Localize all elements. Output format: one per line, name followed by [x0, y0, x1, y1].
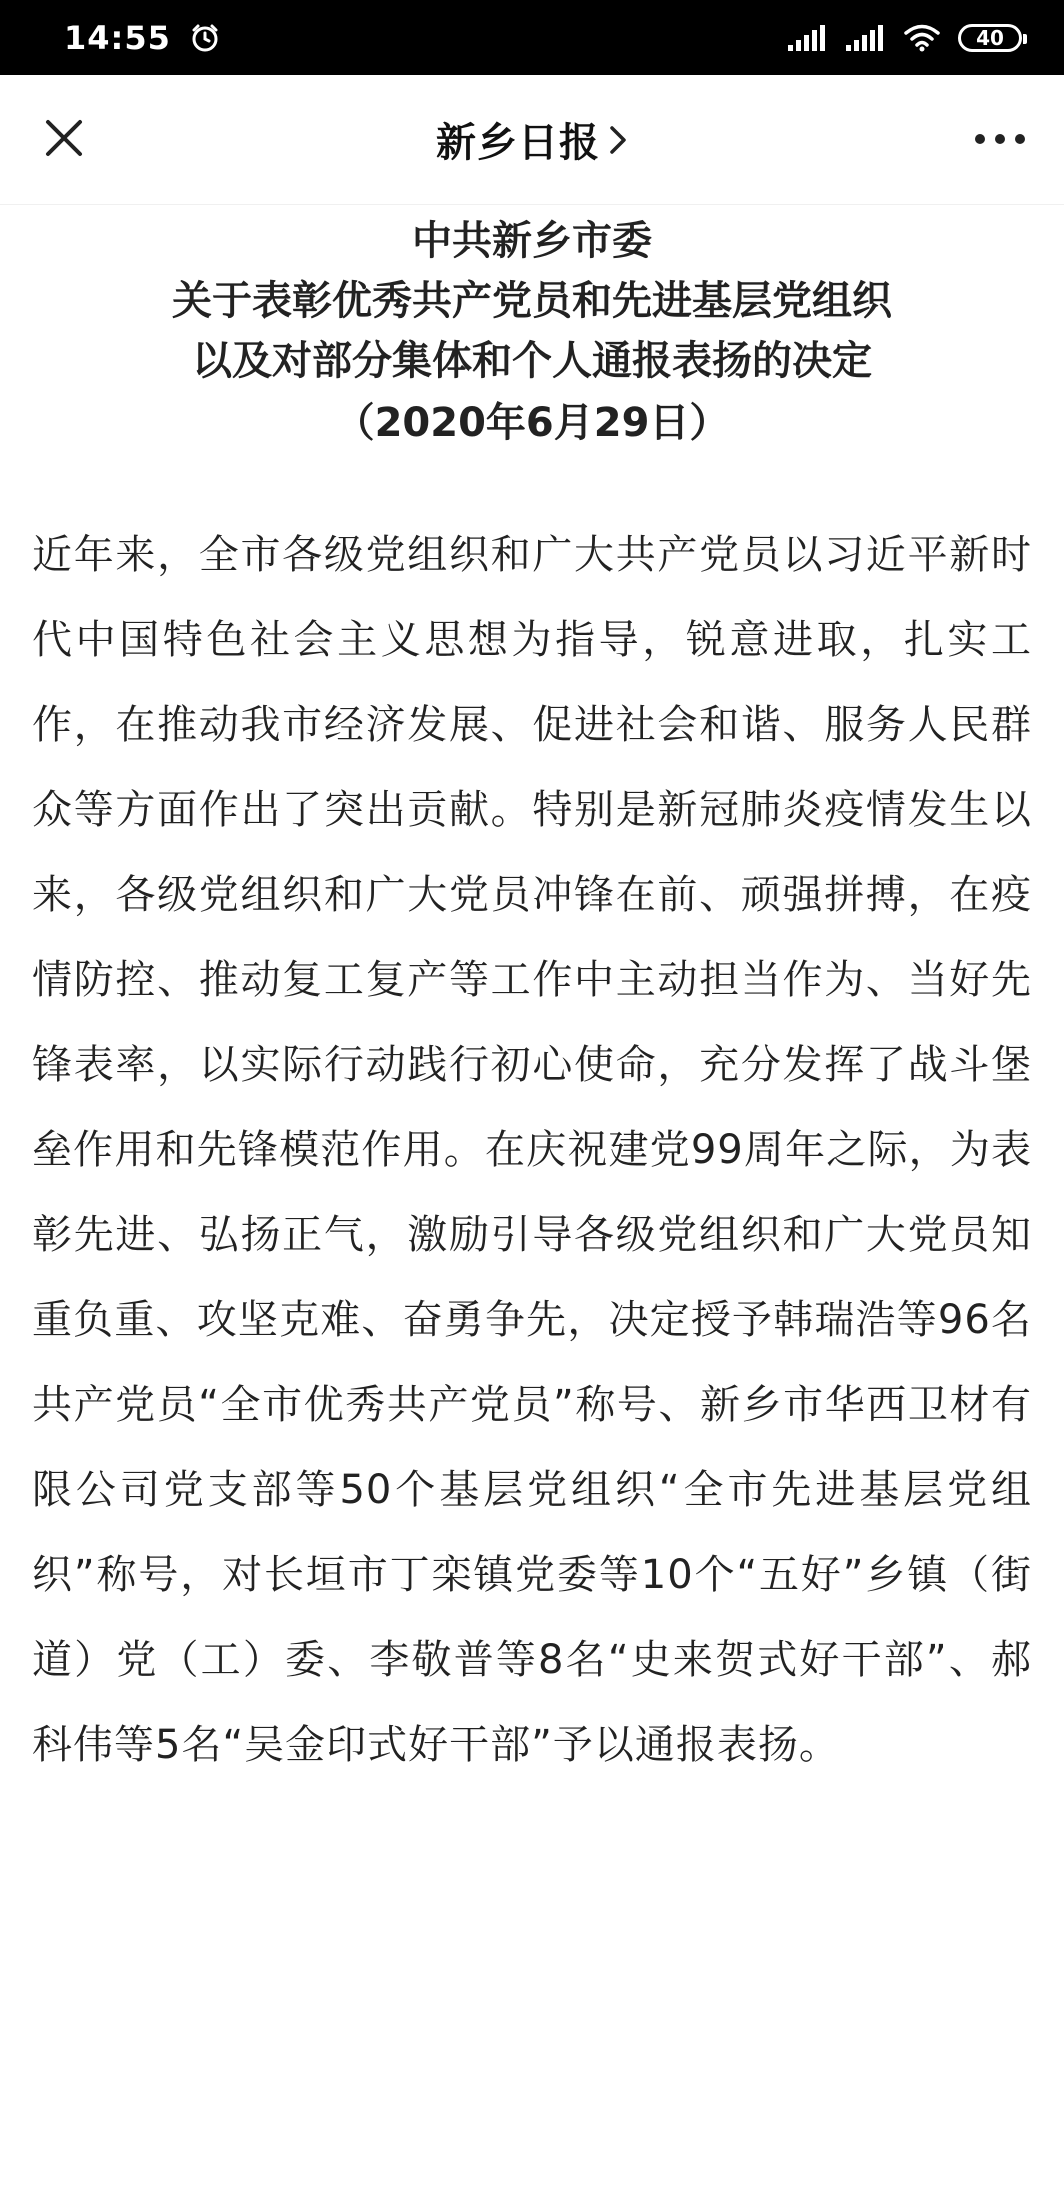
status-right	[788, 24, 1022, 52]
status-bar	[0, 0, 1064, 75]
alarm-icon	[189, 22, 221, 54]
status-left	[64, 19, 221, 57]
headline	[32, 211, 1032, 391]
chevron-right-icon	[608, 124, 628, 156]
status-time: 14:55	[64, 18, 171, 57]
more-icon	[974, 130, 1026, 149]
nav-title: 新乡日报	[436, 120, 600, 166]
headline-line-3: 以及对部分集体和个人通报表扬的决定	[192, 338, 872, 384]
article-body: 近年来，全市各级党组织和广大共产党员以习近平新时代中国特色社会主义思想为指导，锐意进取，扎实工作，在推动我市经济发展、促进社会和谐、服务人民群众等方面作出了突出贡献。特别是新冠肺炎疫情发生以来，各级党组织和广大党员冲锋在前、顽强拼搏，在疫情防控、推动复工复产等工作中主动担当作为、当好先锋表率，以实际行动践行初心使命，充分发挥了战斗堡垒作用和先锋模范作用。在庆祝建党99周年之际，为表彰先进、弘扬正气，激励引导各级党组织和广大党员知重负重、攻坚克难、奋勇争先，决定授予韩瑞浩等96名共产党员“全市优秀共产党员”称号、新乡市华西卫材有限公司党支部等50个基层党组织“全市先进基层党组织”称号，对长垣市丁栾镇党委等10个“五好”乡镇（街道）党（工）委、李敬普等8名“史来贺式好干部”、郝科伟等5名“吴金印式好干部”予以通报表扬。	[32, 532, 1032, 1768]
signal-icon-sim1	[788, 25, 828, 51]
more-button[interactable]	[970, 110, 1030, 170]
close-button[interactable]	[34, 110, 94, 170]
close-icon	[44, 118, 84, 162]
signal-icon-sim2	[846, 25, 886, 51]
article-date: （2020年6月29日）	[334, 400, 730, 446]
account-link[interactable]	[436, 111, 628, 168]
headline-line-2: 关于表彰优秀共产党员和先进基层党组织	[172, 278, 892, 324]
headline-line-1: 中共新乡市委	[412, 218, 652, 264]
article	[0, 211, 1064, 1788]
battery-indicator: 40	[958, 24, 1022, 52]
wifi-icon	[904, 24, 940, 52]
nav-bar	[0, 75, 1064, 205]
